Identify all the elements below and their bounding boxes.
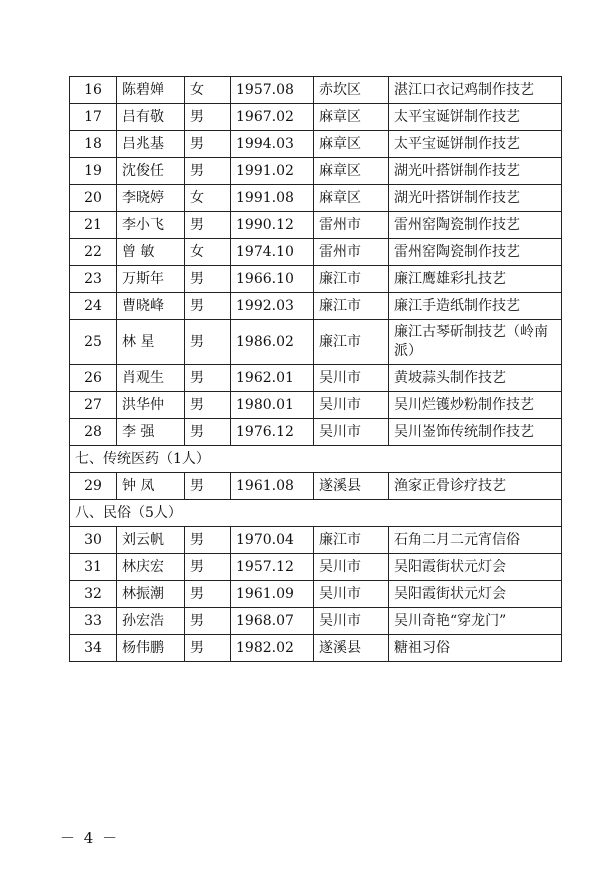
birth-date: 1957.12 [231, 554, 314, 581]
inheritor-name: 刘云帆 [117, 527, 185, 554]
heritage-item: 吴川奇艳“穿龙门” [389, 608, 562, 635]
table-row [70, 365, 562, 392]
heritage-item: 雷州窑陶瓷制作技艺 [389, 212, 562, 239]
inheritor-name: 吕有敬 [117, 104, 185, 131]
heritage-item: 吴川崟饰传统制作技艺 [389, 419, 562, 446]
gender: 男 [185, 212, 231, 239]
row-number: 23 [70, 266, 117, 293]
inheritor-name: 林振潮 [117, 581, 185, 608]
gender: 男 [185, 392, 231, 419]
district: 遂溪县 [314, 635, 389, 662]
row-number: 28 [70, 419, 117, 446]
table-row [70, 527, 562, 554]
table-row [70, 293, 562, 320]
table-row [70, 131, 562, 158]
district: 吴川市 [314, 365, 389, 392]
gender: 男 [185, 365, 231, 392]
row-number: 18 [70, 131, 117, 158]
row-number: 24 [70, 293, 117, 320]
inheritor-name: 李晓婷 [117, 185, 185, 212]
heritage-item: 湖光叶搭饼制作技艺 [389, 158, 562, 185]
table-row [70, 419, 562, 446]
inheritor-name: 万斯年 [117, 266, 185, 293]
inheritor-name: 李小飞 [117, 212, 185, 239]
inheritor-name: 陈碧婵 [117, 77, 185, 104]
row-number: 21 [70, 212, 117, 239]
birth-date: 1994.03 [231, 131, 314, 158]
inheritor-name: 林庆宏 [117, 554, 185, 581]
row-number: 27 [70, 392, 117, 419]
row-number: 33 [70, 608, 117, 635]
inheritor-table [69, 76, 562, 662]
gender: 男 [185, 527, 231, 554]
district: 雷州市 [314, 212, 389, 239]
birth-date: 1976.12 [231, 419, 314, 446]
row-number: 30 [70, 527, 117, 554]
heritage-item: 吴阳霞街状元灯会 [389, 554, 562, 581]
inheritor-name: 钟 凤 [117, 473, 185, 500]
row-number: 25 [70, 320, 117, 365]
gender: 男 [185, 608, 231, 635]
birth-date: 1992.03 [231, 293, 314, 320]
heritage-item: 雷州窑陶瓷制作技艺 [389, 239, 562, 266]
district: 遂溪县 [314, 473, 389, 500]
birth-date: 1966.10 [231, 266, 314, 293]
table-row [70, 239, 562, 266]
table-row [70, 392, 562, 419]
birth-date: 1990.12 [231, 212, 314, 239]
table-row [70, 581, 562, 608]
inheritor-name: 李 强 [117, 419, 185, 446]
section-row [70, 500, 562, 527]
heritage-item: 廉江鹰雄彩扎技艺 [389, 266, 562, 293]
gender: 男 [185, 158, 231, 185]
row-number: 29 [70, 473, 117, 500]
gender: 女 [185, 77, 231, 104]
gender: 男 [185, 581, 231, 608]
heritage-item: 湛江口衣记鸡制作技艺 [389, 77, 562, 104]
inheritor-name: 孙宏浩 [117, 608, 185, 635]
district: 麻章区 [314, 158, 389, 185]
birth-date: 1961.08 [231, 473, 314, 500]
table-row [70, 320, 562, 365]
table-row [70, 185, 562, 212]
table-row [70, 635, 562, 662]
row-number: 17 [70, 104, 117, 131]
birth-date: 1968.07 [231, 608, 314, 635]
district: 赤坎区 [314, 77, 389, 104]
section-row [70, 446, 562, 473]
district: 廉江市 [314, 266, 389, 293]
table-row [70, 158, 562, 185]
district: 吴川市 [314, 608, 389, 635]
section-heading: 八、民俗（5人） [70, 500, 562, 527]
heritage-item: 吴阳霞街状元灯会 [389, 581, 562, 608]
heritage-item: 廉江手造纸制作技艺 [389, 293, 562, 320]
inheritor-name: 曹晓峰 [117, 293, 185, 320]
row-number: 16 [70, 77, 117, 104]
gender: 男 [185, 131, 231, 158]
row-number: 20 [70, 185, 117, 212]
table-row [70, 104, 562, 131]
heritage-item: 廉江古琴斫制技艺（岭南派） [389, 320, 562, 365]
inheritor-name: 曾 敏 [117, 239, 185, 266]
birth-date: 1970.04 [231, 527, 314, 554]
heritage-item: 太平宝诞饼制作技艺 [389, 104, 562, 131]
district: 吴川市 [314, 581, 389, 608]
birth-date: 1986.02 [231, 320, 314, 365]
section-heading: 七、传统医药（1人） [70, 446, 562, 473]
birth-date: 1982.02 [231, 635, 314, 662]
gender: 女 [185, 239, 231, 266]
gender: 男 [185, 473, 231, 500]
inheritor-table-body [70, 77, 562, 662]
page-number: － 4 － [60, 829, 120, 847]
row-number: 19 [70, 158, 117, 185]
table-row [70, 212, 562, 239]
birth-date: 1967.02 [231, 104, 314, 131]
gender: 男 [185, 635, 231, 662]
heritage-item: 太平宝诞饼制作技艺 [389, 131, 562, 158]
heritage-item: 黄坡蒜头制作技艺 [389, 365, 562, 392]
row-number: 26 [70, 365, 117, 392]
table-row [70, 473, 562, 500]
inheritor-name: 洪华仲 [117, 392, 185, 419]
gender: 男 [185, 554, 231, 581]
gender: 男 [185, 419, 231, 446]
inheritor-name: 肖观生 [117, 365, 185, 392]
birth-date: 1961.09 [231, 581, 314, 608]
heritage-item: 石角二月二元宵信俗 [389, 527, 562, 554]
gender: 男 [185, 266, 231, 293]
heritage-item: 吴川烂镬炒粉制作技艺 [389, 392, 562, 419]
table-row [70, 266, 562, 293]
row-number: 32 [70, 581, 117, 608]
district: 雷州市 [314, 239, 389, 266]
row-number: 31 [70, 554, 117, 581]
gender: 男 [185, 104, 231, 131]
gender: 女 [185, 185, 231, 212]
row-number: 34 [70, 635, 117, 662]
birth-date: 1980.01 [231, 392, 314, 419]
inheritor-name: 沈俊任 [117, 158, 185, 185]
district: 麻章区 [314, 131, 389, 158]
inheritor-name: 吕兆基 [117, 131, 185, 158]
district: 吴川市 [314, 392, 389, 419]
birth-date: 1991.02 [231, 158, 314, 185]
birth-date: 1991.08 [231, 185, 314, 212]
district: 吴川市 [314, 419, 389, 446]
district: 廉江市 [314, 293, 389, 320]
birth-date: 1974.10 [231, 239, 314, 266]
inheritor-name: 林 星 [117, 320, 185, 365]
heritage-item: 渔家正骨诊疗技艺 [389, 473, 562, 500]
row-number: 22 [70, 239, 117, 266]
gender: 男 [185, 293, 231, 320]
birth-date: 1962.01 [231, 365, 314, 392]
district: 廉江市 [314, 320, 389, 365]
inheritor-name: 杨伟鹏 [117, 635, 185, 662]
table-row [70, 77, 562, 104]
heritage-item: 湖光叶搭饼制作技艺 [389, 185, 562, 212]
district: 麻章区 [314, 104, 389, 131]
district: 廉江市 [314, 527, 389, 554]
table-row [70, 608, 562, 635]
district: 麻章区 [314, 185, 389, 212]
heritage-item: 糖祖习俗 [389, 635, 562, 662]
district: 吴川市 [314, 554, 389, 581]
gender: 男 [185, 320, 231, 365]
table-row [70, 554, 562, 581]
birth-date: 1957.08 [231, 77, 314, 104]
